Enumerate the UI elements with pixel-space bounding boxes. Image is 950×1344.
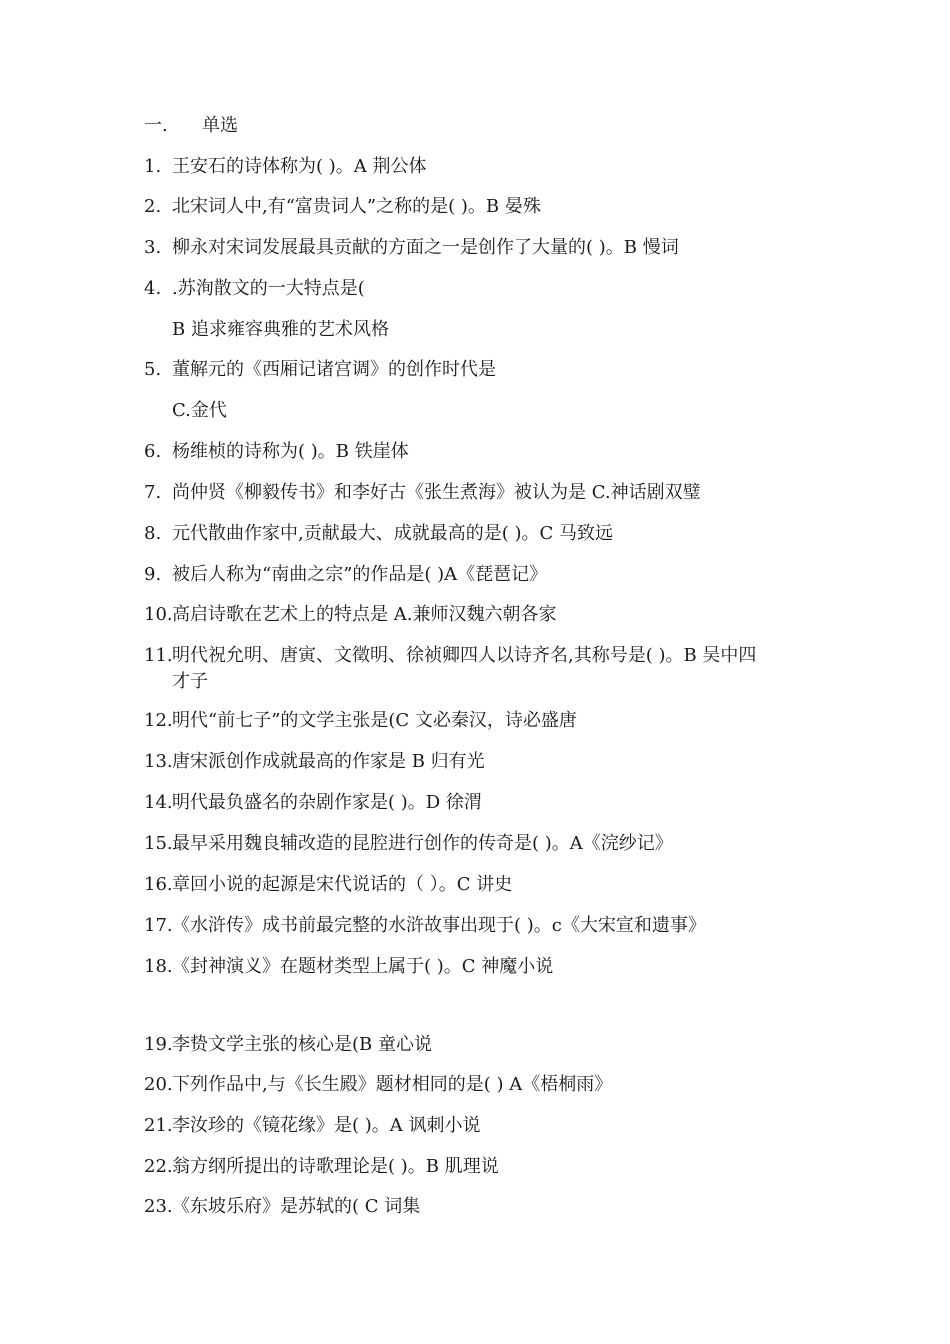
question-number: 17. (144, 915, 173, 936)
question-continuation (172, 317, 389, 343)
question-item (144, 1154, 499, 1180)
question-text: 李贽文学主张的核心是(B 童心说 (172, 1034, 432, 1055)
question-item (144, 831, 673, 857)
question-number: 5. (144, 359, 162, 380)
question-text: 董解元的《西厢记诸宫调》的创作时代是 (172, 359, 496, 380)
question-item (144, 643, 756, 669)
question-text: 章回小说的起源是宋代说话的（ ）。C 讲史 (172, 874, 513, 895)
question-item (144, 913, 706, 939)
question-number: 10. (144, 604, 173, 625)
question-number: 22. (144, 1156, 173, 1177)
question-item (144, 439, 409, 465)
question-text: 《封神演义》在题材类型上属于( )。C 神魔小说 (172, 956, 554, 977)
question-number: 20. (144, 1074, 173, 1095)
question-text: 尚仲贤《柳毅传书》和李好古《张生煮海》被认为是 C.神话剧双璧 (172, 482, 701, 503)
question-number: 15. (144, 833, 173, 854)
section-title: 单选 (202, 115, 238, 136)
question-item (144, 1113, 481, 1139)
question-item (144, 749, 485, 775)
question-number: 18. (144, 956, 173, 977)
question-text: 王安石的诗体称为( )。A 荆公体 (172, 156, 427, 177)
question-number: 7. (144, 482, 162, 503)
question-text: 明代“前七子”的文学主张是(C 文必秦汉，诗必盛唐 (172, 710, 577, 731)
question-text: 元代散曲作家中,贡献最大、成就最高的是( )。C 马致远 (172, 523, 613, 544)
question-text: 下列作品中,与《长生殿》题材相同的是( ) A《梧桐雨》 (172, 1074, 613, 1095)
question-text: 杨维桢的诗称为( )。B 铁崖体 (172, 441, 409, 462)
question-number: 23. (144, 1196, 173, 1217)
question-number: 13. (144, 751, 173, 772)
question-text: .苏洵散文的一大特点是( (172, 278, 365, 299)
question-text: 高启诗歌在艺术上的特点是 A.兼师汉魏六朝各家 (172, 604, 557, 625)
question-item (144, 954, 553, 980)
question-number: 9. (144, 564, 162, 585)
question-text: 李汝珍的《镜花缘》是( )。A 讽刺小说 (172, 1115, 481, 1136)
question-number: 8. (144, 523, 162, 544)
question-text: 明代最负盛名的杂剧作家是( )。D 徐渭 (172, 792, 482, 813)
question-number: 21. (144, 1115, 173, 1136)
question-continuation (172, 398, 227, 424)
question-number: 4. (144, 278, 162, 299)
question-item (144, 562, 547, 588)
question-item (144, 872, 512, 898)
question-item (144, 276, 365, 302)
question-item (144, 154, 427, 180)
question-text: 被后人称为“南曲之宗”的作品是( )A《琵琶记》 (172, 564, 548, 585)
section-number: 一. (144, 115, 168, 136)
question-text: 《水浒传》成书前最完整的水浒故事出现于( )。c《大宋宣和遗事》 (172, 915, 706, 936)
question-text: 最早采用魏良辅改造的昆腔进行创作的传奇是( )。A《浣纱记》 (172, 833, 673, 854)
question-text: 柳永对宋词发展最具贡献的方面之一是创作了大量的( )。B 慢词 (172, 237, 679, 258)
question-item (144, 521, 613, 547)
question-item (144, 602, 556, 628)
question-number: 2. (144, 196, 162, 217)
question-text: B 追求雍容典雅的艺术风格 (172, 319, 389, 340)
question-number: 11. (144, 645, 173, 666)
question-item (144, 1072, 612, 1098)
question-item (144, 480, 701, 506)
question-number: 16. (144, 874, 173, 895)
question-text: 才子 (172, 671, 208, 692)
section-heading (144, 113, 238, 139)
question-text: 《东坡乐府》是苏轼的( C 词集 (172, 1196, 421, 1217)
question-text: 翁方纲所提出的诗歌理论是( )。B 肌理说 (172, 1156, 499, 1177)
question-item (144, 790, 482, 816)
question-item (144, 1032, 432, 1058)
question-number: 19. (144, 1034, 173, 1055)
question-text: 明代祝允明、唐寅、文徵明、徐祯卿四人以诗齐名,其称号是( )。B 吴中四 (172, 645, 757, 666)
question-text: 北宋词人中,有“富贵词人”之称的是( )。B 晏殊 (172, 196, 541, 217)
question-item (144, 235, 679, 261)
question-number: 3. (144, 237, 162, 258)
question-item (144, 194, 541, 220)
question-item (144, 708, 577, 734)
question-number: 6. (144, 441, 162, 462)
question-item (144, 357, 496, 383)
question-continuation (172, 669, 208, 695)
question-number: 14. (144, 792, 173, 813)
question-text: C.金代 (172, 400, 227, 421)
question-item (144, 1194, 420, 1220)
question-number: 12. (144, 710, 173, 731)
question-text: 唐宋派创作成就最高的作家是 B 归有光 (172, 751, 485, 772)
question-number: 1. (144, 156, 162, 177)
